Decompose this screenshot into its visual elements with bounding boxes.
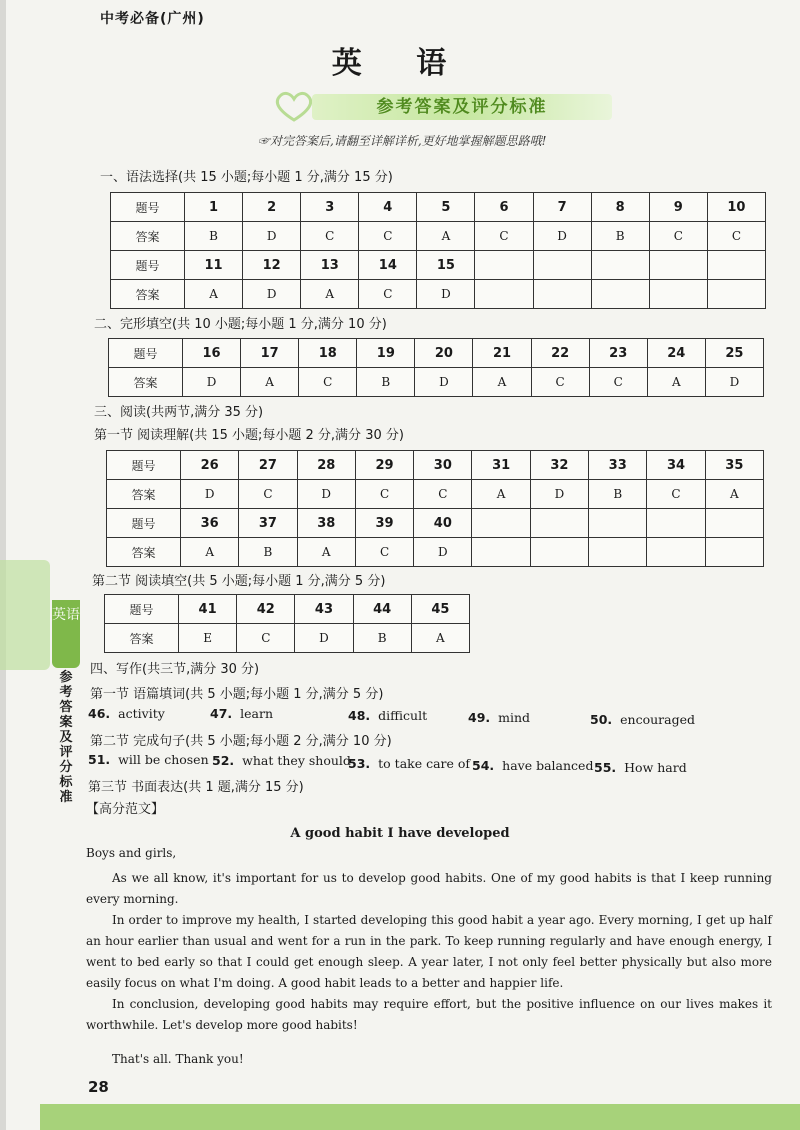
answer-cell — [472, 538, 530, 567]
question-number-row — [111, 193, 766, 222]
essay-greeting: Boys and girls, — [86, 846, 177, 860]
fill-item: 46. activity — [88, 706, 165, 721]
answer-cell: E — [179, 624, 237, 653]
question-number-cell: 36 — [181, 509, 239, 538]
fill-item: 48. difficult — [348, 708, 428, 723]
fill-item: 47. learn — [210, 706, 274, 721]
answer-cell: D — [181, 480, 239, 509]
question-number-cell: 8 — [591, 193, 649, 222]
question-number-cell: 5 — [417, 193, 475, 222]
fill-item: 49. mind — [468, 710, 531, 725]
banner-text: 参考答案及评分标准 — [312, 94, 612, 120]
answer-cell: C — [531, 368, 589, 397]
answer-cell: D — [417, 280, 475, 309]
question-number-cell: 24 — [647, 339, 705, 368]
question-number-cell — [530, 509, 588, 538]
answer-table-1 — [110, 192, 766, 309]
answer-row — [109, 368, 764, 397]
answer-cell: C — [359, 280, 417, 309]
answer-cell: D — [243, 222, 301, 251]
question-number-row — [105, 595, 470, 624]
answer-row — [111, 280, 766, 309]
answer-table-2 — [108, 338, 764, 397]
question-number-cell: 30 — [414, 451, 472, 480]
answer-cell — [707, 280, 765, 309]
section-4b-heading: 第二节 完成句子(共 5 小题;每小题 2 分,满分 10 分) — [90, 734, 392, 749]
question-label: 题号 — [105, 595, 179, 624]
question-number-cell: 20 — [415, 339, 473, 368]
question-number-cell — [649, 251, 707, 280]
fill-item: 50. encouraged — [590, 712, 696, 727]
question-number-cell: 22 — [531, 339, 589, 368]
question-number-cell: 21 — [473, 339, 531, 368]
question-number-cell: 42 — [237, 595, 295, 624]
answer-cell: C — [647, 480, 705, 509]
question-number-row — [109, 339, 764, 368]
question-number-cell: 31 — [472, 451, 530, 480]
answer-table-3 — [106, 450, 764, 567]
essay-body — [86, 868, 772, 1036]
answer-cell: D — [183, 368, 241, 397]
answer-cell — [591, 280, 649, 309]
question-number-cell: 16 — [183, 339, 241, 368]
answer-cell: C — [301, 222, 359, 251]
answer-cell — [530, 538, 588, 567]
answer-cell — [533, 280, 591, 309]
essay-paragraph-3: In conclusion, developing good habits may require effort, but the positive influence on our lives makes it worthwhile. Let's develop more good habits! — [86, 997, 772, 1032]
answer-cell: A — [473, 368, 531, 397]
question-number-cell: 10 — [707, 193, 765, 222]
question-number-cell: 6 — [475, 193, 533, 222]
tip-text: ☞对完答案后,请翻至详解详析,更好地掌握解题思路哦! — [258, 134, 547, 148]
answer-row — [107, 538, 764, 567]
question-number-cell: 32 — [530, 451, 588, 480]
answer-cell: C — [239, 480, 297, 509]
answer-cell: B — [591, 222, 649, 251]
answer-cell: D — [243, 280, 301, 309]
answer-cell: C — [237, 624, 295, 653]
section-3-heading: 三、阅读(共两节,满分 35 分) — [94, 405, 264, 420]
section-4-heading: 四、写作(共三节,满分 30 分) — [90, 662, 260, 677]
question-number-cell — [533, 251, 591, 280]
heart-leaf-icon — [272, 90, 316, 124]
section-4c-heading: 第三节 书面表达(共 1 题,满分 15 分) — [88, 780, 304, 795]
question-number-cell: 40 — [414, 509, 472, 538]
question-number-cell: 35 — [705, 451, 763, 480]
question-label: 题号 — [107, 509, 181, 538]
answer-cell: D — [297, 480, 355, 509]
answer-cell — [647, 538, 705, 567]
question-number-cell: 1 — [185, 193, 243, 222]
section-2-heading: 二、完形填空(共 10 小题;每小题 1 分,满分 10 分) — [94, 317, 387, 332]
question-number-cell: 37 — [239, 509, 297, 538]
question-number-cell: 25 — [705, 339, 763, 368]
question-number-row — [111, 251, 766, 280]
question-number-cell: 23 — [589, 339, 647, 368]
answer-cell: C — [707, 222, 765, 251]
question-number-cell: 43 — [295, 595, 353, 624]
page-number: 28 — [88, 1078, 109, 1096]
answer-cell: A — [411, 624, 469, 653]
answer-cell: D — [415, 368, 473, 397]
answer-cell: B — [185, 222, 243, 251]
sentence-item: 53. to take care of — [348, 756, 471, 771]
essay-paragraph-1: As we all know, it's important for us to develop good habits. One of my good habits is that I keep running every morning. — [86, 871, 772, 906]
answer-cell — [649, 280, 707, 309]
question-number-cell: 29 — [355, 451, 413, 480]
answer-label: 答案 — [109, 368, 183, 397]
section-4a-heading: 第一节 语篇填词(共 5 小题;每小题 1 分,满分 5 分) — [90, 687, 384, 702]
answer-cell: B — [589, 480, 647, 509]
answer-label: 答案 — [107, 538, 181, 567]
answer-cell: A — [241, 368, 299, 397]
model-essay-label: 【高分范文】 — [86, 802, 165, 817]
question-number-row — [107, 451, 764, 480]
section-3a-heading: 第一节 阅读理解(共 15 小题;每小题 2 分,满分 30 分) — [94, 428, 404, 443]
answer-cell: D — [705, 368, 763, 397]
answer-table-4 — [104, 594, 470, 653]
question-label: 题号 — [111, 251, 185, 280]
answer-label: 答案 — [105, 624, 179, 653]
question-number-cell: 33 — [589, 451, 647, 480]
question-number-cell: 12 — [243, 251, 301, 280]
sentence-item: 54. have balanced — [472, 758, 594, 773]
side-label: 参考答案及评分标准 — [59, 670, 73, 805]
answer-cell: C — [355, 538, 413, 567]
series-header: 中考必备(广州) — [100, 11, 205, 27]
answer-cell: A — [297, 538, 355, 567]
answer-cell: A — [417, 222, 475, 251]
side-green-band — [0, 560, 50, 670]
answer-cell: C — [589, 368, 647, 397]
section-3b-heading: 第二节 阅读填空(共 5 小题;每小题 1 分,满分 5 分) — [92, 574, 386, 589]
question-number-cell: 17 — [241, 339, 299, 368]
answer-cell — [705, 538, 763, 567]
sentence-item: 55. How hard — [594, 760, 687, 775]
answer-cell: A — [647, 368, 705, 397]
answer-cell: A — [301, 280, 359, 309]
answer-cell: B — [357, 368, 415, 397]
question-number-cell — [591, 251, 649, 280]
question-number-cell — [647, 509, 705, 538]
question-number-cell — [475, 251, 533, 280]
answer-cell: A — [181, 538, 239, 567]
sentence-item: 52. what they should — [212, 753, 351, 768]
answer-label: 答案 — [107, 480, 181, 509]
question-number-cell: 11 — [185, 251, 243, 280]
answer-cell — [589, 538, 647, 567]
question-number-cell: 18 — [299, 339, 357, 368]
question-number-cell: 34 — [647, 451, 705, 480]
question-number-cell: 44 — [353, 595, 411, 624]
question-number-cell: 28 — [297, 451, 355, 480]
question-number-cell: 41 — [179, 595, 237, 624]
answer-cell: C — [359, 222, 417, 251]
answer-row — [105, 624, 470, 653]
answer-cell: C — [414, 480, 472, 509]
answer-cell: C — [299, 368, 357, 397]
question-number-cell — [472, 509, 530, 538]
question-number-cell: 9 — [649, 193, 707, 222]
essay-title: A good habit I have developed — [290, 826, 510, 841]
answer-cell: D — [295, 624, 353, 653]
question-number-cell — [589, 509, 647, 538]
sentence-item: 51. will be chosen — [88, 752, 209, 767]
question-number-cell: 2 — [243, 193, 301, 222]
essay-paragraph-2: In order to improve my health, I started developing this good habit a year ago. Every morning, I get up half an hour earlier than usual and went for a run in the park. To keep running regularly and have enough energy, I went to bed early so that I could get enough sleep. A year later, I not only feel better physically but also more easily focus on what I'm doing. A good habit leads to a better and happier life. — [86, 913, 772, 990]
answer-cell: C — [355, 480, 413, 509]
question-number-cell: 4 — [359, 193, 417, 222]
answer-row — [107, 480, 764, 509]
question-number-cell: 15 — [417, 251, 475, 280]
answer-cell: A — [185, 280, 243, 309]
answer-cell: D — [530, 480, 588, 509]
question-number-cell: 26 — [181, 451, 239, 480]
question-number-cell: 3 — [301, 193, 359, 222]
question-number-cell: 38 — [297, 509, 355, 538]
question-number-cell: 19 — [357, 339, 415, 368]
essay-closing: That's all. Thank you! — [112, 1052, 244, 1066]
banner — [272, 90, 612, 124]
question-number-cell: 7 — [533, 193, 591, 222]
answer-cell: A — [705, 480, 763, 509]
page-title: 英 语 — [331, 46, 469, 81]
question-number-cell: 27 — [239, 451, 297, 480]
answer-cell: D — [533, 222, 591, 251]
question-label: 题号 — [107, 451, 181, 480]
answer-row — [111, 222, 766, 251]
question-number-cell — [707, 251, 765, 280]
answer-cell: C — [649, 222, 707, 251]
question-label: 题号 — [109, 339, 183, 368]
answer-cell: B — [353, 624, 411, 653]
answer-cell: C — [475, 222, 533, 251]
question-number-cell — [705, 509, 763, 538]
answer-cell — [475, 280, 533, 309]
question-number-cell: 39 — [355, 509, 413, 538]
question-number-row — [107, 509, 764, 538]
answer-cell: D — [414, 538, 472, 567]
answer-label: 答案 — [111, 222, 185, 251]
question-number-cell: 45 — [411, 595, 469, 624]
question-number-cell: 14 — [359, 251, 417, 280]
question-number-cell: 13 — [301, 251, 359, 280]
section-1-heading: 一、语法选择(共 15 小题;每小题 1 分,满分 15 分) — [100, 170, 393, 185]
answer-label: 答案 — [111, 280, 185, 309]
answer-cell: B — [239, 538, 297, 567]
question-label: 题号 — [111, 193, 185, 222]
bottom-band — [40, 1104, 800, 1130]
subject-tab: 英语 — [52, 600, 80, 668]
answer-cell: A — [472, 480, 530, 509]
